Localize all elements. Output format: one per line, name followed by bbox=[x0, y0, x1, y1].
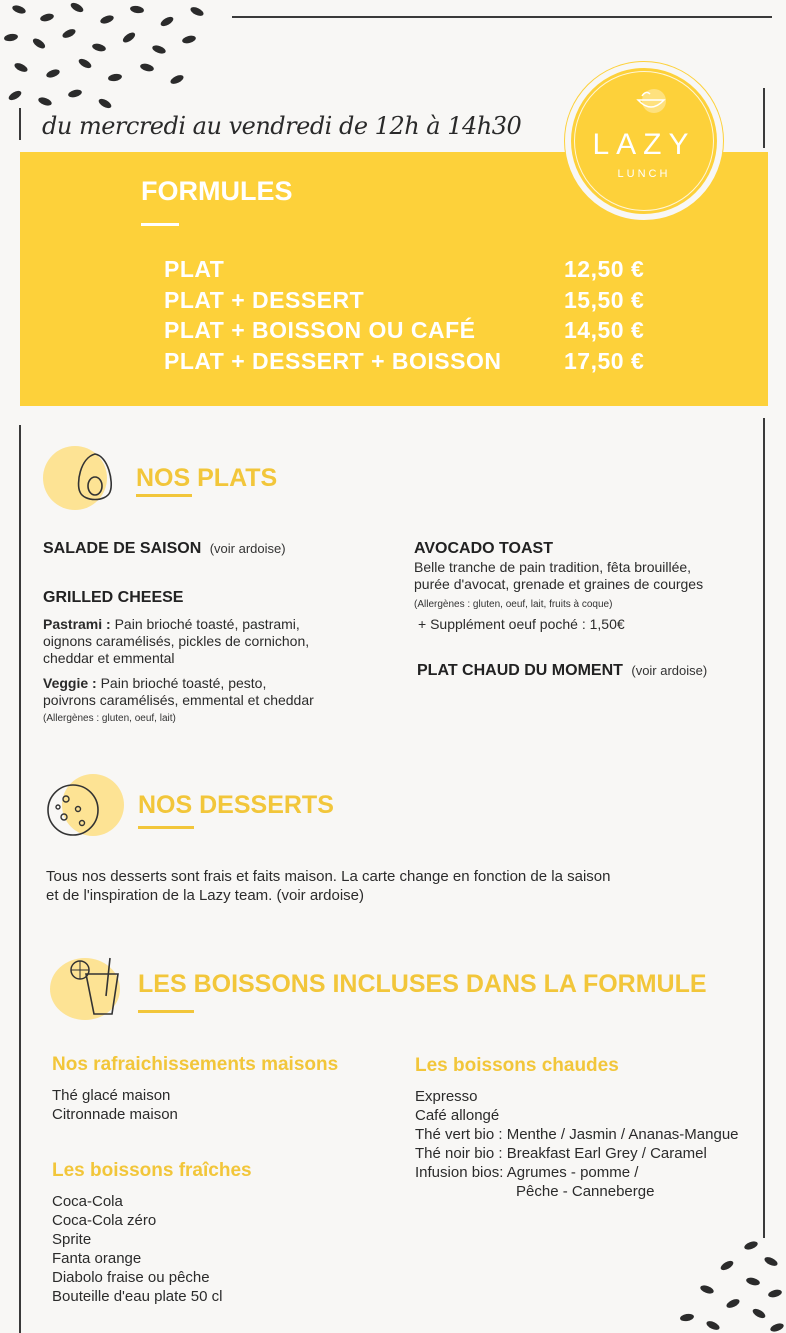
rafraichissements-title: Nos rafraichissements maisons bbox=[52, 1054, 339, 1075]
drink-glass-icon bbox=[66, 956, 122, 1018]
frame-line-left-lower bbox=[19, 425, 21, 1333]
cookie-icon bbox=[44, 781, 102, 839]
plat-chaud bbox=[417, 662, 707, 680]
grilled-veggie bbox=[43, 675, 383, 709]
formule-label: PLAT + DESSERT bbox=[164, 287, 365, 313]
drink-item: Sprite bbox=[52, 1231, 92, 1248]
avocado-icon bbox=[70, 450, 120, 506]
desserts-underline bbox=[138, 826, 194, 829]
boissons-fraiches-list bbox=[52, 1192, 223, 1306]
avocado-allergens: (Allergènes : gluten, oeuf, lait, fruits à coque) bbox=[414, 599, 613, 610]
boissons-title: LES BOISSONS INCLUSES DANS LA FORMULE bbox=[138, 970, 707, 998]
pastrami-label: Pastrami : bbox=[43, 616, 111, 632]
drink-item: Expresso bbox=[415, 1088, 478, 1105]
pastrami-line: cheddar et emmental bbox=[43, 650, 175, 666]
drink-item: Bouteille d'eau plate 50 cl bbox=[52, 1288, 223, 1305]
frame-line-left bbox=[19, 108, 21, 140]
drink-item: Thé noir bio : Breakfast Earl Grey / Caramel bbox=[415, 1145, 707, 1162]
desserts-description bbox=[46, 867, 746, 905]
logo-subtitle: LUNCH bbox=[617, 168, 671, 180]
drink-item: Fanta orange bbox=[52, 1250, 142, 1267]
boissons-underline bbox=[138, 1010, 194, 1013]
desserts-line: et de l'inspiration de la Lazy team. (voir ardoise) bbox=[46, 887, 365, 904]
drink-item: Diabolo fraise ou pêche bbox=[52, 1269, 210, 1286]
dish-note: (voir ardoise) bbox=[631, 663, 708, 678]
drink-item: Thé glacé maison bbox=[52, 1087, 171, 1104]
formule-label: PLAT + BOISSON OU CAFÉ bbox=[164, 317, 476, 343]
boissons-chaudes-title: Les boissons chaudes bbox=[415, 1055, 619, 1076]
boissons-fraiches-title: Les boissons fraîches bbox=[52, 1160, 252, 1181]
grilled-cheese-title: GRILLED CHEESE bbox=[43, 589, 184, 606]
decorative-dots-top bbox=[0, 0, 230, 110]
drink-item: Café allongé bbox=[415, 1107, 500, 1124]
pastrami-line: oignons caramélisés, pickles de cornichon, bbox=[43, 633, 310, 649]
plats-title: NOS PLATS bbox=[136, 464, 278, 492]
veggie-label: Veggie : bbox=[43, 675, 97, 691]
logo-name: LAZY bbox=[592, 128, 696, 161]
drink-item: Citronnade maison bbox=[52, 1106, 178, 1123]
desserts-line: Tous nos desserts sont frais et faits maison. La carte change en fonction de la saison bbox=[46, 868, 611, 885]
drink-item: Pêche - Canneberge bbox=[516, 1183, 655, 1200]
frame-line-right bbox=[763, 88, 765, 148]
formule-label: PLAT bbox=[164, 256, 225, 282]
avocado-line: purée d'avocat, grenade et graines de courges bbox=[414, 576, 704, 592]
formule-price: 15,50 € bbox=[564, 287, 645, 313]
avocado-supplement: + Supplément oeuf poché : 1,50€ bbox=[418, 616, 625, 632]
drink-item: Coca-Cola bbox=[52, 1193, 123, 1210]
veggie-line: poivrons caramélisés, emmental et cheddar bbox=[43, 692, 314, 708]
avocado-toast-title: AVOCADO TOAST bbox=[414, 540, 553, 557]
drink-item: Thé vert bio : Menthe / Jasmin / Ananas-Mangue bbox=[415, 1126, 739, 1143]
formules-title: FORMULES bbox=[141, 176, 293, 206]
salade-de-saison bbox=[43, 540, 286, 558]
drink-item: Coca-Cola zéro bbox=[52, 1212, 157, 1229]
dish-name: PLAT CHAUD DU MOMENT bbox=[417, 662, 623, 679]
formule-price: 17,50 € bbox=[564, 348, 645, 374]
avocado-description bbox=[414, 559, 759, 593]
grilled-pastrami bbox=[43, 616, 383, 667]
drink-item: Infusion bios: Agrumes - pomme / bbox=[415, 1164, 639, 1181]
formules-rule bbox=[141, 223, 179, 226]
rafraichissements-list bbox=[52, 1086, 178, 1124]
grilled-allergens: (Allergènes : gluten, oeuf, lait) bbox=[43, 713, 176, 724]
bowl-icon bbox=[634, 86, 668, 116]
formule-label: PLAT + DESSERT + BOISSON bbox=[164, 348, 502, 374]
veggie-line: Pain brioché toasté, pesto, bbox=[100, 675, 267, 691]
formule-price: 14,50 € bbox=[564, 317, 645, 343]
dish-name: SALADE DE SAISON bbox=[43, 540, 202, 557]
avocado-line: Belle tranche de pain tradition, fêta brouillée, bbox=[414, 559, 692, 575]
decorative-dots-bottom bbox=[660, 1238, 786, 1333]
plats-underline bbox=[136, 494, 192, 497]
pastrami-line: Pain brioché toasté, pastrami, bbox=[114, 616, 300, 632]
formule-price: 12,50 € bbox=[564, 256, 645, 282]
boissons-chaudes-list bbox=[415, 1087, 765, 1201]
dish-note: (voir ardoise) bbox=[209, 541, 286, 556]
frame-line-top bbox=[232, 16, 772, 18]
desserts-title: NOS DESSERTS bbox=[138, 791, 334, 819]
opening-hours-tagline: du mercredi au vendredi de 12h à 14h30 bbox=[42, 112, 522, 140]
